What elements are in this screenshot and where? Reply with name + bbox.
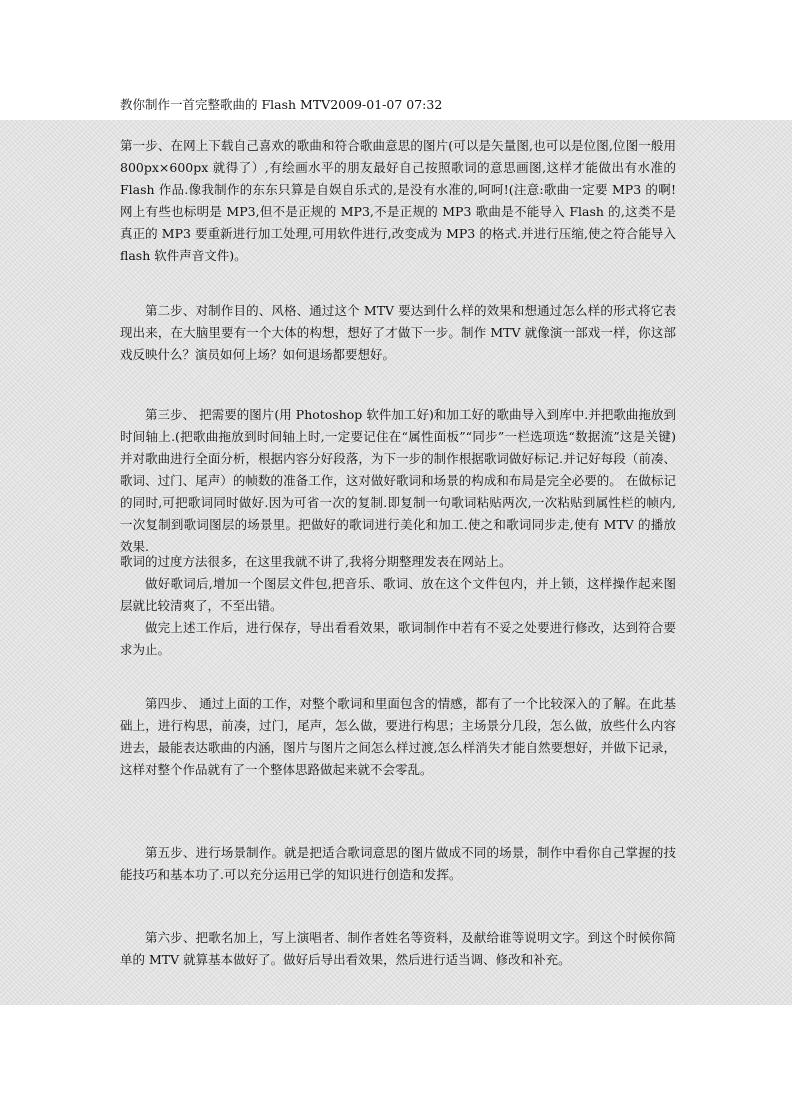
document-title: 教你制作一首完整歌曲的 Flash MTV2009-01-07 07:32	[120, 97, 443, 112]
paragraph-step-5: 第五步、进行场景制作。就是把适合歌词意思的图片做成不同的场景，制作中看你自己掌握的技能技巧和基本功了.可以充分运用已学的知识进行创造和发挥。	[120, 845, 676, 882]
paragraph-step-6: 第六步、把歌名加上，写上演唱者、制作者姓名等资料，及献给谁等说明文字。到这个时候你简单的 MTV 就算基本做好了。做好后导出看效果，然后进行适当调、修改和补充。	[120, 930, 676, 967]
paragraph-step-2: 第二步、对制作目的、风格、通过这个 MTV 要达到什么样的效果和想通过怎么样的形式将它表现出来，在大脑里要有一个大体的构想，想好了才做下一步。制作 MTV 就像演一部戏一样，你这部戏反映什么？演员如何上场？如何退场都要想好。	[120, 303, 676, 362]
paragraph-lyric-save: 做完上述工作后，进行保存，导出看看效果，歌词制作中若有不妥之处要进行修改，达到符合要求为止。	[120, 620, 676, 657]
paragraph-lyric-package: 做好歌词后,增加一个图层文件包,把音乐、歌词、放在这个文件包内，并上锁，这样操作起来图层就比较清爽了，不至出错。	[120, 576, 676, 613]
paragraph-step-1: 第一步、在网上下载自己喜欢的歌曲和符合歌曲意思的图片(可以是矢量图,也可以是位图,位图一般用 800px×600px 就得了）,有绘画水平的朋友最好自己按照歌词的意思画图,这样才能做出有水准的 Flash 作品.像我制作的东东只算是自娱自乐式的,是没有水准的,呵呵!(注意:歌曲一定要 MP3 的啊!网上有些也标明是 MP3,但不是正规的 MP3,不是正规的 MP3 歌曲是不能导入 Flash 的,这类不是真正的 MP3 要重新进行加工处理,可用软件进行,改变成为 MP3 的格式.并进行压缩,使之符合能导入 flash 软件声音文件)。	[120, 138, 676, 263]
paragraph-step-4: 第四步、 通过上面的工作，对整个歌词和里面包含的情感，都有了一个比较深入的了解。在此基础上，进行构思，前凑，过门，尾声，怎么做，要进行构思；主场景分几段，怎么做，放些什么内容进去，最能表达歌曲的内涵，图片与图片之间怎么样过渡,怎么样消失才能自然要想好，并做下记录，这样对整个作品就有了一个整体思路做起来就不会零乱。	[120, 696, 676, 777]
paragraph-lyric-transition: 歌词的过度方法很多，在这里我就不讲了,我将分期整理发表在网站上。	[120, 554, 512, 569]
paragraph-step-3: 第三步、 把需要的图片(用 Photoshop 软件加工好)和加工好的歌曲导入到库中.并把歌曲拖放到时间轴上.(把歌曲拖放到时间轴上时,一定要记住在“属性面板”“同步”一栏选项选“数据流”这是关键)并对歌曲进行全面分析，根据内容分好段落，为下一步的制作根据歌词做好标记.并记好每段（前凑、歌词、过门、尾声）的帧数的准备工作，这对做好歌词和场景的构成和布局是完全必要的。 在做标记的同时,可把歌词同时做好.因为可省一次的复制.即复制一句歌词粘贴两次,一次粘贴到属性栏的帧内,一次复制到歌词图层的场景里。把做好的歌词进行美化和加工.使之和歌词同步走,使有 MTV 的播放效果.	[120, 407, 676, 554]
